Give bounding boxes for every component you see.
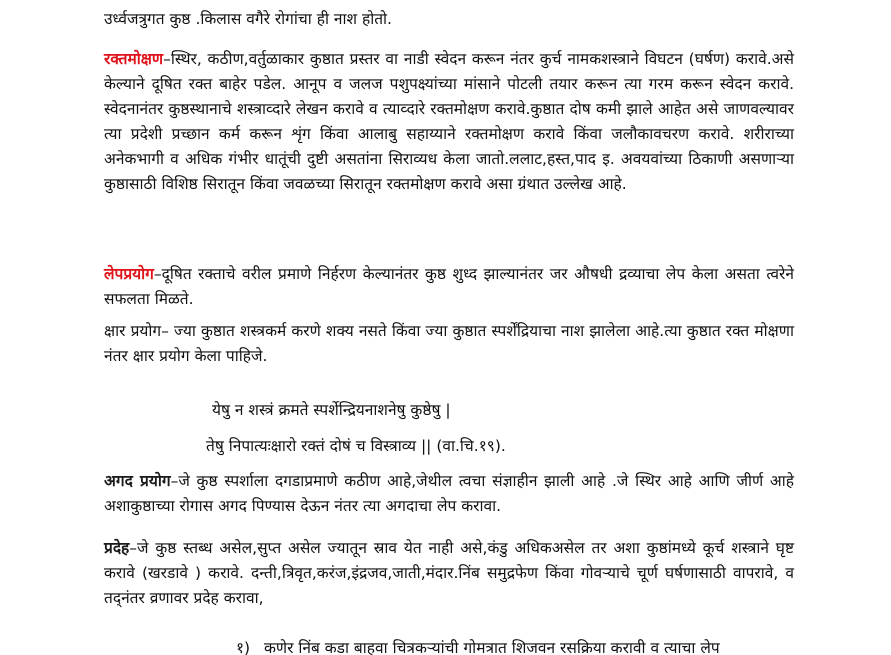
lepprayog-paragraph: [104, 262, 794, 312]
verse-line-2: तेषु निपात्यःक्षारो रक्तं दोषं च विस्त्राव्य || (वा.चि.१९).: [206, 437, 506, 455]
pradeh-body: –जे कुष्ठ स्तब्ध असेल,सुप्त असेल ज्यातून स्राव येत नाही असे,कंडु अधिकअसेल तर अशा कुष्ठांमध्ये कूर्च शस्त्राने घृष्ट करावे (खरडावे ) करावे. दन्ती,त्रिवृत,करंज,इंद्रजव,जाती,मंदार.निंब समुद्रफेण किंवा गोवऱ्याचे चूर्ण घर्षणासाठी वापरावे, व तद्नंतर व्रणावर प्रदेह करावा,: [104, 539, 794, 607]
intro-line-text: उर्ध्वजत्रुगत कुष्ठ .किलास वगैरे रोगांचा ही नाश होतो.: [104, 10, 392, 28]
pradeh-heading: प्रदेह: [104, 539, 130, 557]
raktamokshan-body: –स्थिर, कठीण,वर्तुळाकार कुष्ठात प्रस्तर वा नाडी स्वेदन करून नंतर कुर्च नामकशस्त्राने विघटन (घर्षण) करावे.असे केल्याने दूषित रक्त बाहेर पडेल. आनूप व जलज पशुपक्ष्यांच्या मांसाने पोटली तयार करून त्या गरम करून स्वेदन करावे. स्वेदनानंतर कुष्ठस्थानाचे शस्त्राव्दारे लेखन करावे व त्याव्दारे रक्तमोक्षण करावे.कुष्ठात दोष कमी झाले आहेत असे जाणवल्यावर त्या प्रदेशी प्रच्छान कर्म करून शृंग किंवा आलाबु सहाय्याने रक्तमोक्षण करावे किंवा जलौकावचरण करावे. शरीराच्या अनेकभागी व अधिक गंभीर धातूंची दुष्टी असतांना सिराव्यध केला जातो.ललाट,हस्त,पाद इ. अवयवांच्या ठिकाणी असणाऱ्या कुष्ठासाठी विशिष्ठ सिरातून किंवा जवळच्या सिरातून रक्तमोक्षण करावे असा ग्रंथात उल्लेख आहे.: [104, 50, 794, 193]
ksharprayog-body: – ज्या कुष्ठात शस्त्रकर्म करणे शक्य नसते किंवा ज्या कुष्ठात स्पर्शेंद्रियाचा नाश झालेला आहे.त्या कुष्ठात रक्त मोक्षणा नंतर क्षार प्रयोग केला पाहिजे.: [104, 322, 794, 365]
lepprayog-heading: लेपप्रयोग: [104, 265, 154, 283]
agadprayog-paragraph: [104, 469, 794, 519]
ksharprayog-heading: क्षार प्रयोग: [104, 322, 162, 340]
agadprayog-body: –जे कुष्ठ स्पर्शाला दगडाप्रमाणे कठीण आहे,जेथील त्वचा संज्ञाहीन झाली आहे .जे स्थिर आहे आणि जीर्ण आहे अशाकुष्ठाच्या रोगास अगद पिण्यास देऊन नंतर त्या अगदाचा लेप करावा.: [104, 472, 794, 515]
lepprayog-body: –दूषित रक्ताचे वरील प्रमाणे निर्हरण केल्यानंतर कुष्ठ शुध्द झाल्यानंतर जर औषधी द्रव्याचा लेप केला असता त्वरेने सफलता मिळते.: [104, 265, 794, 308]
list-item: [236, 636, 720, 655]
ksharprayog-paragraph: [104, 319, 794, 369]
raktamokshan-paragraph: [104, 47, 794, 197]
verse-line-1: येषु न शस्त्रं क्रमते स्पर्शेन्द्रियनाशनेषु कुष्ठेषु |: [212, 401, 451, 419]
list-item-text: कणेर निंब कडा बाहवा चित्रकऱ्यांची गोमत्रात शिजवन रसक्रिया करावी व त्याचा लेप: [264, 639, 720, 655]
raktamokshan-heading: रक्तमोक्षण: [104, 50, 164, 68]
list-item-number: १): [236, 639, 251, 655]
agadprayog-heading: अगद प्रयोग: [104, 472, 171, 490]
pradeh-paragraph: [104, 536, 794, 611]
intro-line: [104, 7, 794, 32]
